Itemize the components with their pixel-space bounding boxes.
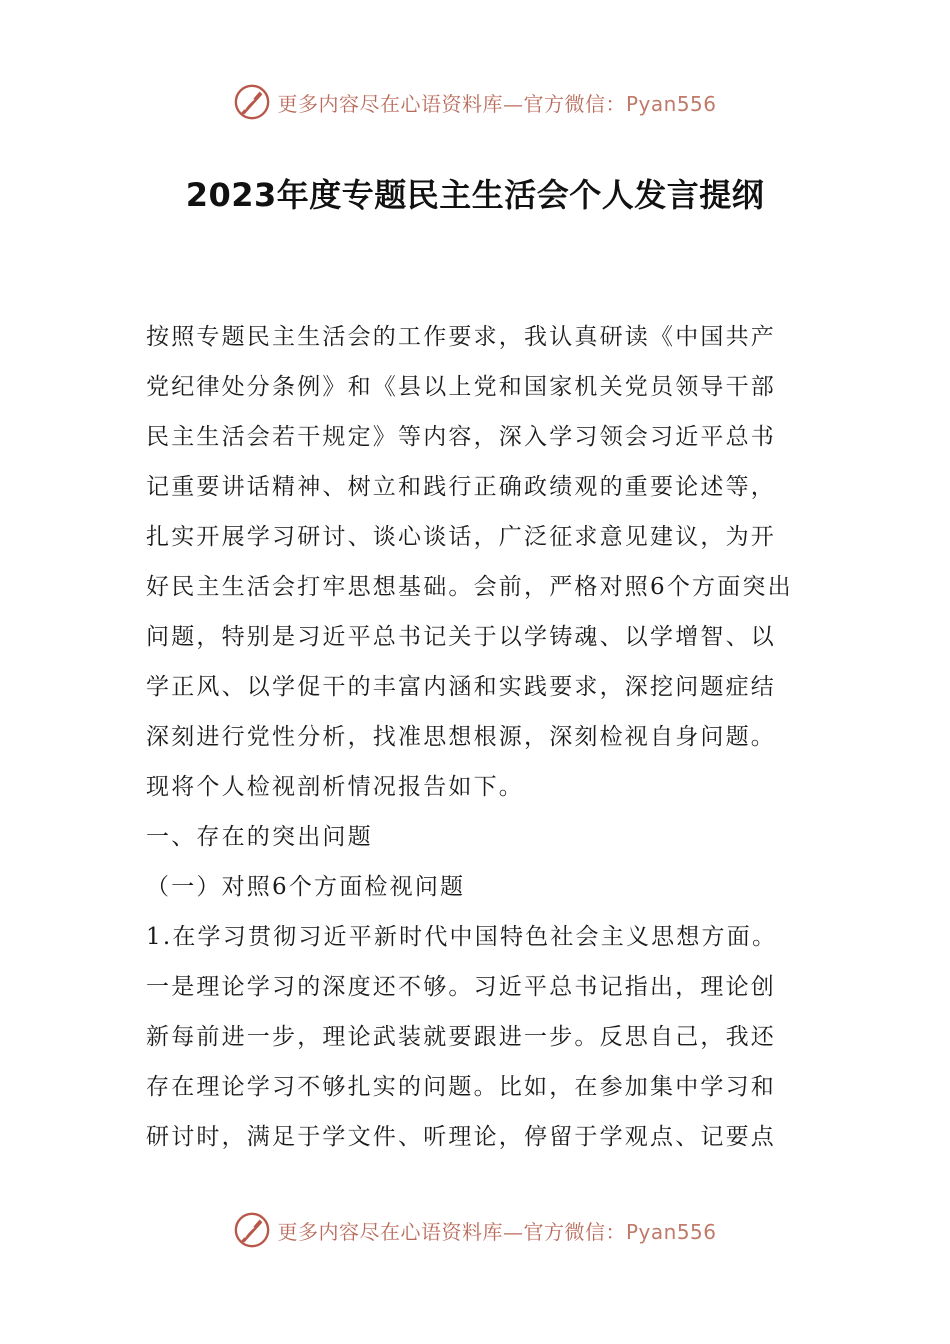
para-line: 存在理论学习不够扎实的问题。比如，在参加集中学习和 <box>146 1074 776 1100</box>
quill-logo-icon <box>233 83 271 121</box>
intro-line: 扎实开展学习研讨、谈心谈话，广泛征求意见建议，为开 <box>146 524 776 550</box>
intro-line: 现将个人检视剖析情况报告如下。 <box>146 774 524 800</box>
header-banner <box>0 80 950 124</box>
intro-line: 记重要讲话精神、树立和践行正确政绩观的重要论述等， <box>146 474 776 500</box>
footer-banner-label: 更多内容尽在心语资料库—官方微信： <box>277 1219 626 1244</box>
body-paragraph <box>146 962 806 1162</box>
quill-logo-icon <box>233 1211 271 1249</box>
document-body <box>146 312 806 1162</box>
intro-paragraph <box>146 312 806 812</box>
footer-banner <box>0 1208 950 1252</box>
intro-line: 民主生活会若干规定》等内容，深入学习领会习近平总书 <box>146 424 776 450</box>
para-line: 新每前进一步，理论武装就要跟进一步。反思自己，我还 <box>146 1024 776 1050</box>
header-banner-label: 更多内容尽在心语资料库—官方微信： <box>277 91 626 116</box>
footer-banner-text <box>277 1216 716 1245</box>
intro-line: 好民主生活会打牢思想基础。会前，严格对照6个方面突出 <box>146 574 793 600</box>
document-title: 2023年度专题民主生活会个人发言提纲 <box>185 176 765 214</box>
section-heading-3: 1.在学习贯彻习近平新时代中国特色社会主义思想方面。 <box>146 924 778 950</box>
intro-line: 党纪律处分条例》和《县以上党和国家机关党员领导干部 <box>146 374 776 400</box>
header-banner-text <box>277 88 716 117</box>
intro-line: 按照专题民主生活会的工作要求，我认真研读《中国共产 <box>146 324 776 350</box>
para-line: 研讨时，满足于学文件、听理论，停留于学观点、记要点 <box>146 1124 776 1150</box>
section-heading-1: 一、存在的突出问题 <box>146 824 373 850</box>
para-line: 一是理论学习的深度还不够。习近平总书记指出，理论创 <box>146 974 776 1000</box>
footer-wechat-id: Pyan556 <box>625 1219 717 1244</box>
section-heading-2: （一）对照6个方面检视问题 <box>146 874 466 900</box>
intro-line: 问题，特别是习近平总书记关于以学铸魂、以学增智、以 <box>146 624 776 650</box>
header-wechat-id: Pyan556 <box>625 91 717 116</box>
intro-line: 学正风、以学促干的丰富内涵和实践要求，深挖问题症结 <box>146 674 776 700</box>
intro-line: 深刻进行党性分析，找准思想根源，深刻检视自身问题。 <box>146 724 776 750</box>
